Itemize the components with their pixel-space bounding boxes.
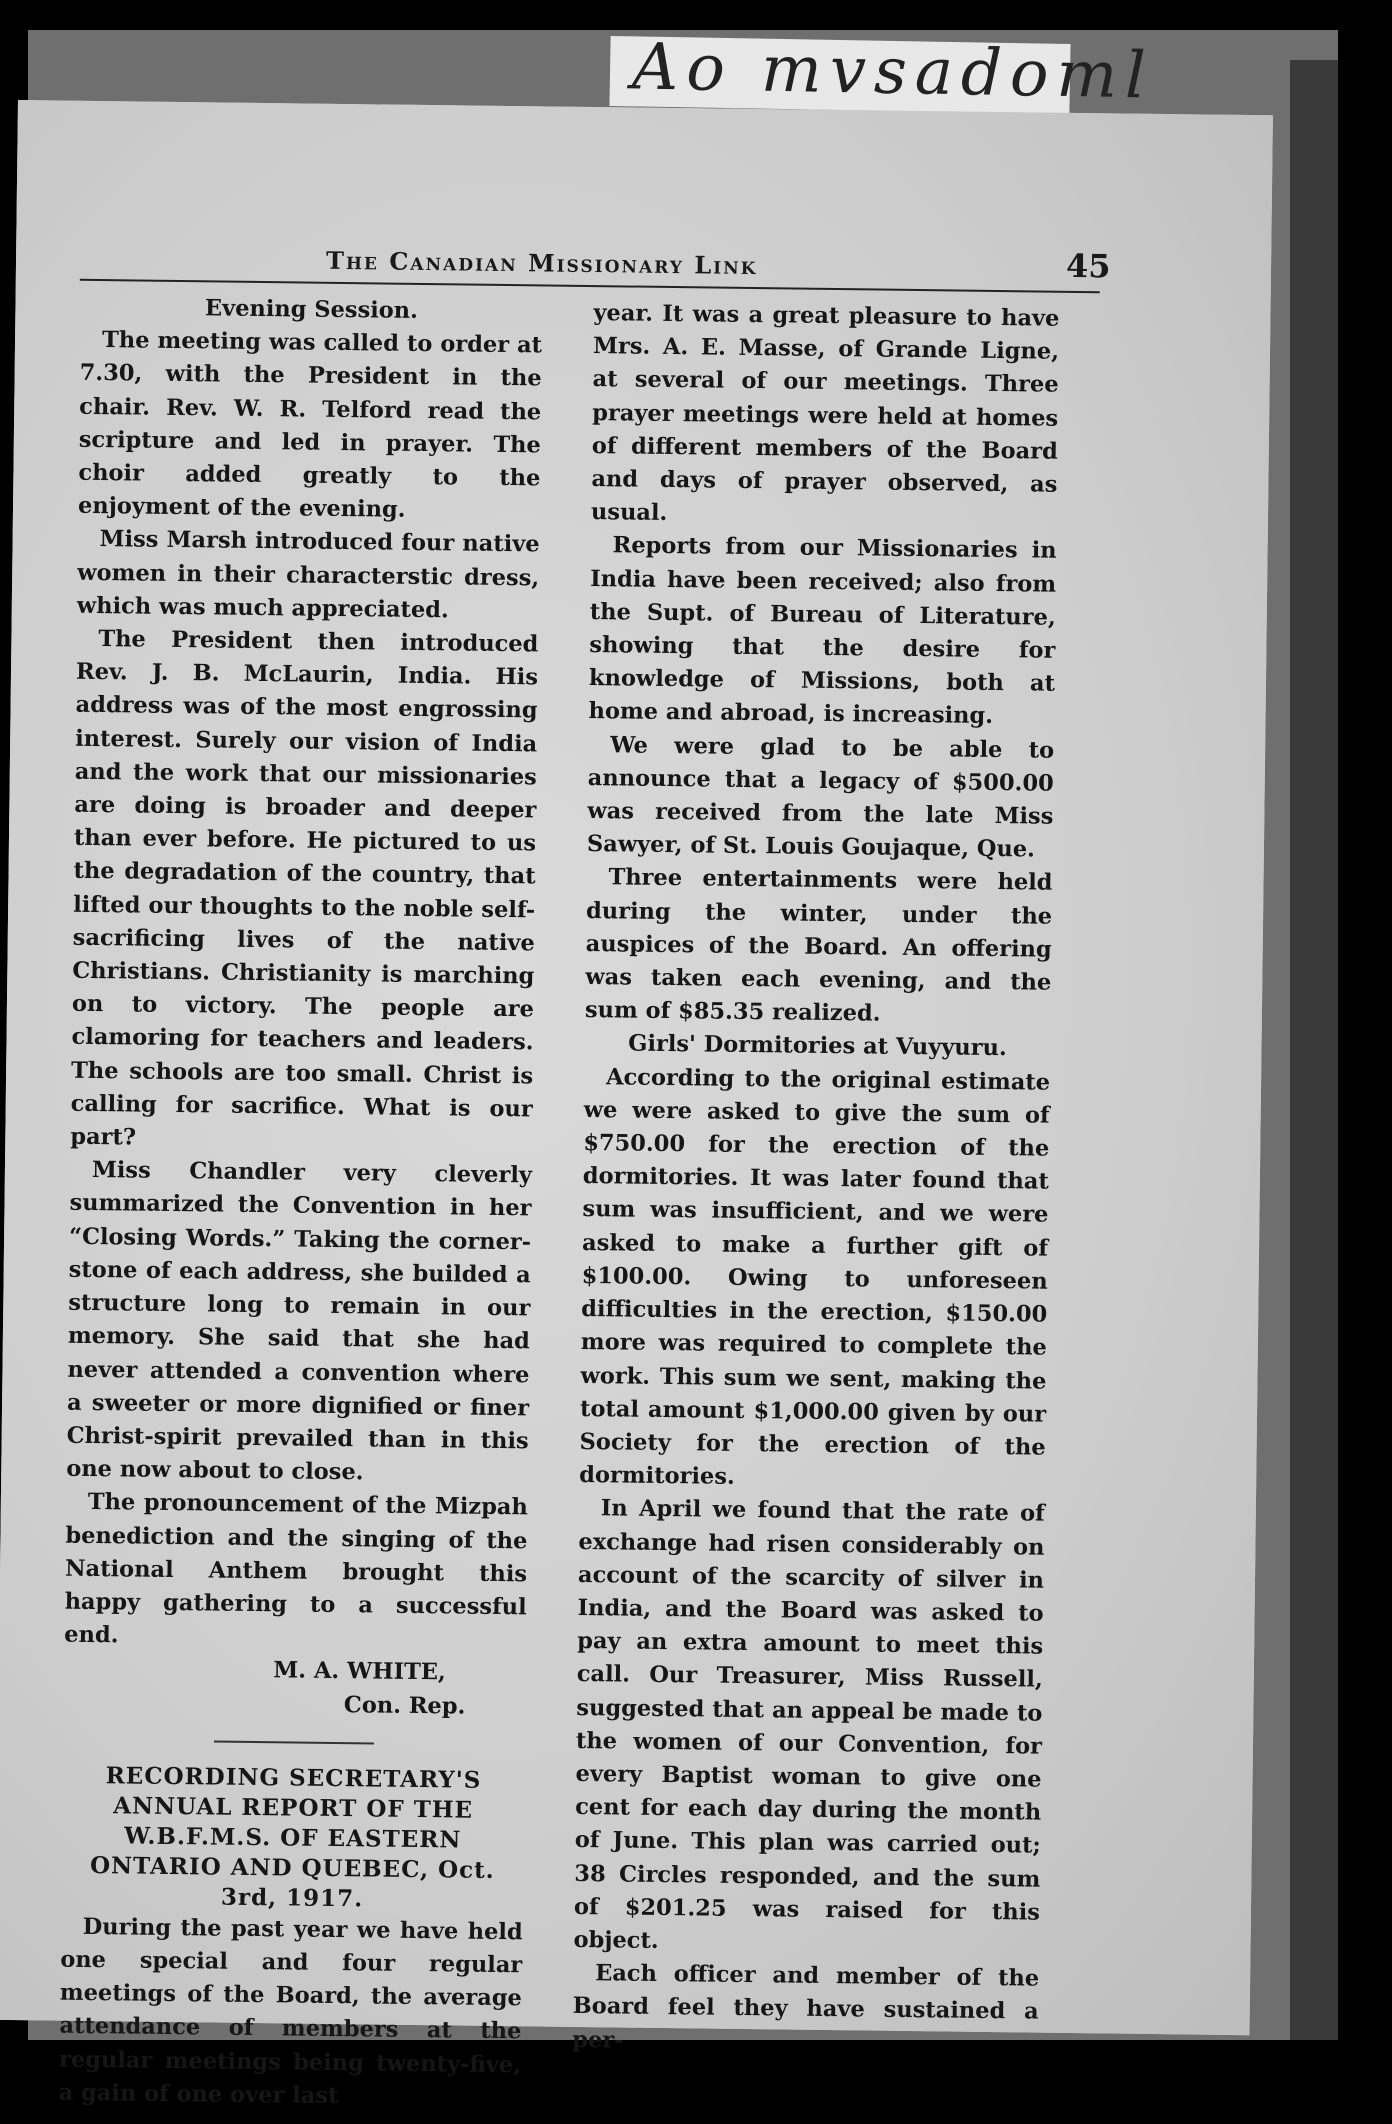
paragraph: The pronouncement of the Mizpah benediction and the singing of the National Anthem brought this happy gathering to a successful end. bbox=[64, 1489, 528, 1649]
paragraph: We were glad to be able to announce that a legacy of $500.00 was received from the late Miss Sawyer, of St. Louis Goujaque, Que. bbox=[586, 731, 1055, 863]
paragraph: Each officer and member of the Board feel they have sustained a per- bbox=[572, 1960, 1040, 2054]
paragraph: During the past year we have held one special and four regular meetings of the Board, the average attendance of members at the regular meetings being twenty-five, a gain of one over last bbox=[58, 1913, 523, 2109]
handwritten-label: Ao mvsadoml bbox=[631, 30, 1155, 114]
paragraph: The President then introduced Rev. J. B. McLaurin, India. His address was of the most engrossing interest. Surely our vision of India and the work that our missionaries are doing is broader and deeper than ever before. He pictured to us the degradation of the country, that lifted our thoughts to the noble self-sacrificing lives of the native Christians. Christianity is marching on to victory. The people are clamoring for teachers and leaders. The schools are too small. Christ is calling for sacrifice. What is our part? bbox=[70, 626, 539, 1151]
paragraph: Miss Chandler very cleverly summarized the Convention in her “Closing Words.” Taking the corner-stone of each address, she builded a structure long to remain in our memory. She said that she had never attended a convention where a sweeter or more dignified or finer Christ-spirit prevailed than in this one now about to close. bbox=[66, 1157, 533, 1486]
section-heading: Evening Session. bbox=[204, 295, 419, 324]
page-number: 45 bbox=[1065, 246, 1111, 286]
paragraph: year. It was a great pleasure to have Mrs. A. E. Masse, of Grande Ligne, at several of our meetings. Three prayer meetings were held at homes of different members of the Board and days of prayer observed, as usual. bbox=[590, 300, 1060, 527]
signature-name: M. A. WHITE, bbox=[273, 1657, 446, 1686]
section-heading: Girls' Dormitories at Vuyyuru. bbox=[628, 1030, 1007, 1062]
paragraph: Three entertainments were held during the winter, under the auspices of the Board. An offering was taken each evening, and the sum of $85.35 realized. bbox=[584, 864, 1053, 1027]
book-spine bbox=[1290, 60, 1338, 2040]
left-column bbox=[58, 291, 542, 2115]
report-title: RECORDING SECRETARY'S ANNUAL REPORT OF THE W.B.F.M.S. OF EASTERN ONTARIO AND QUEBEC, Oct. 3rd, 1917. bbox=[89, 1761, 495, 1913]
section-divider bbox=[214, 1740, 374, 1744]
paragraph: In April we found that the rate of exchange had risen considerably on account of the scarcity of silver in India, and the Board was asked to pay an extra amount to meet this call. Our Treasurer, Miss Russell, suggested that an appeal be made to the women of our Convention, for every Baptist woman to give one cent for each day during the month of June. This plan was carried out; 38 Circles responded, and the sum of $201.25 was raised for this object. bbox=[573, 1495, 1045, 1954]
paragraph: The meeting was called to order at 7.30, with the President in the chair. Rev. W. R. Telford read the scripture and led in prayer. The choir added greatly to the enjoyment of the evening. bbox=[77, 327, 543, 523]
paragraph: Miss Marsh introduced four native women in their characterstic dress, which was much appreciated. bbox=[76, 526, 540, 624]
paragraph: According to the original estimate we were asked to give the sum of $750.00 for the erection of the dormitories. It was later found that sum was insufficient, and we were asked to make a further gift of $100.00. Owing to unforeseen difficulties in the erection, $150.00 more was required to complete the work. This sum we sent, making the total amount $1,000.00 given by our Society for the erection of the dormitories. bbox=[579, 1063, 1051, 1490]
journal-title: The Canadian Missionary Link bbox=[325, 245, 758, 281]
document-page bbox=[0, 100, 1273, 2109]
paper-label bbox=[609, 30, 1155, 114]
paragraph: Reports from our Missionaries in India have been received; also from the Supt. of Bureau of Literature, showing that the desire for knowledge of Missions, both at home and abroad, is increasing. bbox=[588, 532, 1057, 730]
right-column bbox=[572, 297, 1059, 2062]
signature-role: Con. Rep. bbox=[343, 1691, 466, 1720]
